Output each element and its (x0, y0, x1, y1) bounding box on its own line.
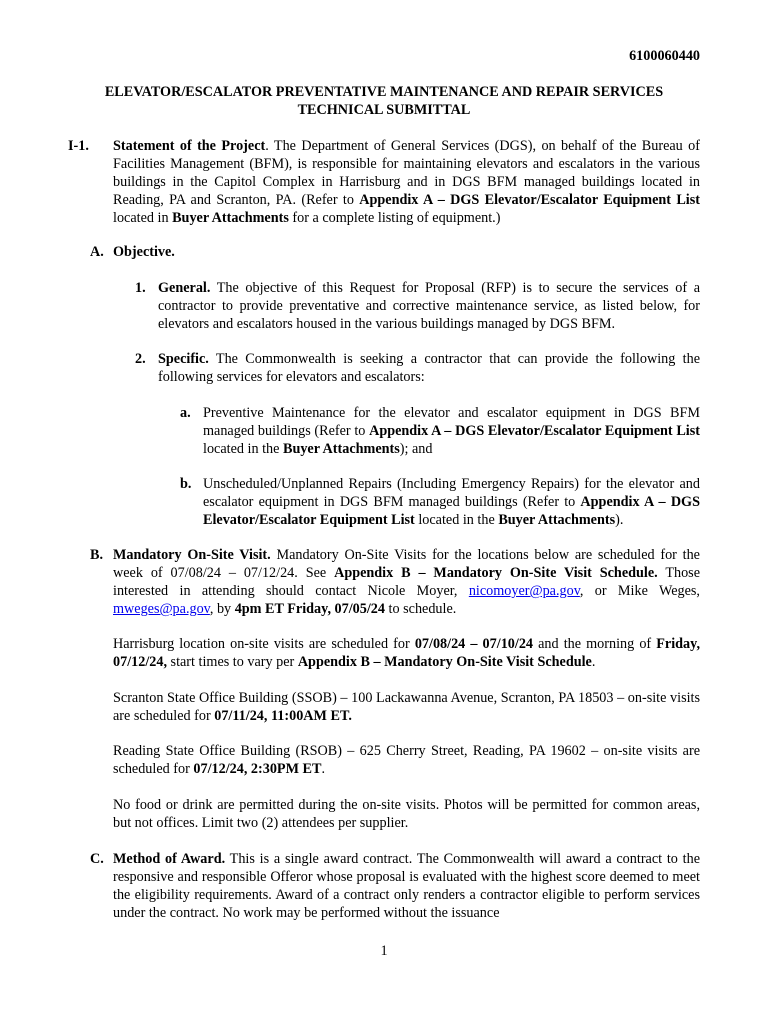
section-b-paragraph-3 (113, 689, 700, 725)
section-b-paragraph-4 (113, 742, 700, 778)
item-1-paragraph (158, 279, 700, 333)
section-b-text: and the morning of (533, 636, 657, 652)
item-2-text: The Commonwealth is seeking a contractor that can provide the following the following services for elevators and escalators: (158, 351, 700, 385)
email-link-mweges[interactable]: mweges@pa.gov (113, 601, 210, 617)
rsvp-deadline: 4pm ET Friday, 07/05/24 (234, 601, 385, 617)
section-i1-text: located in (113, 210, 173, 226)
item-b-label: b. (180, 476, 192, 492)
section-b-paragraph-5: No food or drink are permitted during the on-site visits. Photos will be permitted for common areas, but not offices. Limit two (2) attendees per supplier. (113, 797, 700, 831)
section-c-paragraph (113, 850, 700, 922)
document-number: 6100060440 (629, 48, 700, 64)
section-c-text: This is a single award contract. The Commonwealth will award a contract to the responsive and responsible Offeror whose proposal is evaluated with the highest score deemed to meet the eligibility requirements. Award of a contract only renders a contractor eligible to perform services under the contract. No work may be performed without the issuance (113, 851, 700, 921)
section-b-text: Harrisburg location on-site visits are scheduled for (113, 636, 415, 652)
email-link-nicomoyer[interactable]: nicomoyer@pa.gov (468, 583, 580, 599)
item-a-paragraph (203, 404, 700, 458)
section-b-text: , by (209, 601, 235, 617)
section-b-paragraph-1 (113, 546, 700, 618)
title-line-1: ELEVATOR/ESCALATOR PREVENTATIVE MAINTENANCE AND REPAIR SERVICES (104, 84, 664, 100)
section-b-text: Reading State Office Building (RSOB) – 625 Cherry Street, Reading, PA 19602 – on-site visits are scheduled for (113, 743, 700, 777)
section-b-text: . (321, 761, 325, 777)
page-number: 1 (380, 943, 388, 959)
section-a-label: A. (90, 244, 104, 260)
item-a-text: ); and (399, 441, 433, 457)
appendix-a-reference: Appendix A – DGS Elevator/Escalator Equipment List (359, 192, 700, 208)
document-title (68, 83, 700, 119)
harrisburg-dates: 07/08/24 – 07/10/24 (414, 636, 534, 652)
buyer-attachments-reference: Buyer Attachments (498, 512, 616, 528)
item-a-text: Preventive Maintenance for the elevator and escalator equipment in DGS BFM managed buildings (Refer to (203, 405, 700, 439)
section-b-paragraph-2 (113, 635, 700, 671)
section-i1-paragraph (113, 137, 700, 227)
section-c-heading: Method of Award. (113, 851, 226, 867)
item-b-text: located in the (414, 512, 499, 528)
section-b-text: Mandatory On-Site Visits for the locations below are scheduled for the week of 07/08/24 – 07/12/24. See (113, 547, 700, 581)
section-i1-heading: Statement of the Project (113, 138, 266, 154)
buyer-attachments-reference: Buyer Attachments (172, 210, 289, 226)
item-1-heading: General. (158, 280, 211, 296)
section-a-heading: Objective. (113, 244, 175, 260)
section-b-label: B. (90, 547, 104, 563)
appendix-a-reference: Appendix A – DGS Elevator/Escalator Equipment List (369, 423, 700, 439)
appendix-b-reference: Appendix B – Mandatory On-Site Visit Schedule (297, 654, 592, 670)
section-i1-number: I-1. (68, 138, 89, 154)
appendix-b-reference: Appendix B – Mandatory On-Site Visit Schedule. (334, 565, 658, 581)
buyer-attachments-reference: Buyer Attachments (282, 441, 400, 457)
title-line-2: TECHNICAL SUBMITTAL (297, 102, 471, 118)
item-1-label: 1. (135, 280, 146, 296)
item-b-text: Unscheduled/Unplanned Repairs (Including Emergency Repairs) for the elevator and escalator equipment in DGS BFM managed buildings (Refer to (203, 476, 700, 510)
section-b-text: start times to vary per (167, 654, 298, 670)
appendix-a-reference: Appendix A – DGS Elevator/Escalator Equipment List (203, 494, 700, 528)
item-2-label: 2. (135, 351, 146, 367)
section-c-label: C. (90, 851, 104, 867)
item-2-heading: Specific. (158, 351, 209, 367)
item-b-text: ). (615, 512, 624, 528)
section-b-text: , or Mike Weges, (579, 583, 700, 599)
item-2-paragraph (158, 350, 700, 386)
reading-visit-time: 07/12/24, 2:30PM ET (193, 761, 322, 777)
section-i1-text: . The Department of General Services (DGS), on behalf of the Bureau of Facilities Management (BFM), is responsible for maintaining elevators and escalators in the various buildings in the Capitol Complex in Harrisburg and in DGS BFM managed buildings located in Reading, PA and Scranton, PA. (Refer to (113, 138, 700, 208)
item-1-text: The objective of this Request for Proposal (RFP) is to secure the services of a contractor to provide preventative and corrective maintenance service, as listed below, for elevators and escalators housed in the various buildings managed by DGS BFM. (158, 280, 700, 332)
item-a-text: located in the (203, 441, 283, 457)
section-b-text: Scranton State Office Building (SSOB) – 100 Lackawanna Avenue, Scranton, PA 18503 – on-site visits are scheduled for (113, 690, 700, 724)
item-a-label: a. (180, 405, 191, 421)
section-i1-text: for a complete listing of equipment.) (288, 210, 501, 226)
scranton-visit-time: 07/11/24, 11:00AM ET. (214, 708, 352, 724)
section-b-text: Those interested in attending should contact Nicole Moyer, (113, 565, 700, 599)
section-b-text: . (591, 654, 596, 670)
section-b-heading: Mandatory On-Site Visit. (113, 547, 271, 563)
section-b-text: to schedule. (385, 601, 457, 617)
harrisburg-friday-date: Friday, 07/12/24, (113, 636, 700, 670)
item-b-paragraph (203, 475, 700, 529)
